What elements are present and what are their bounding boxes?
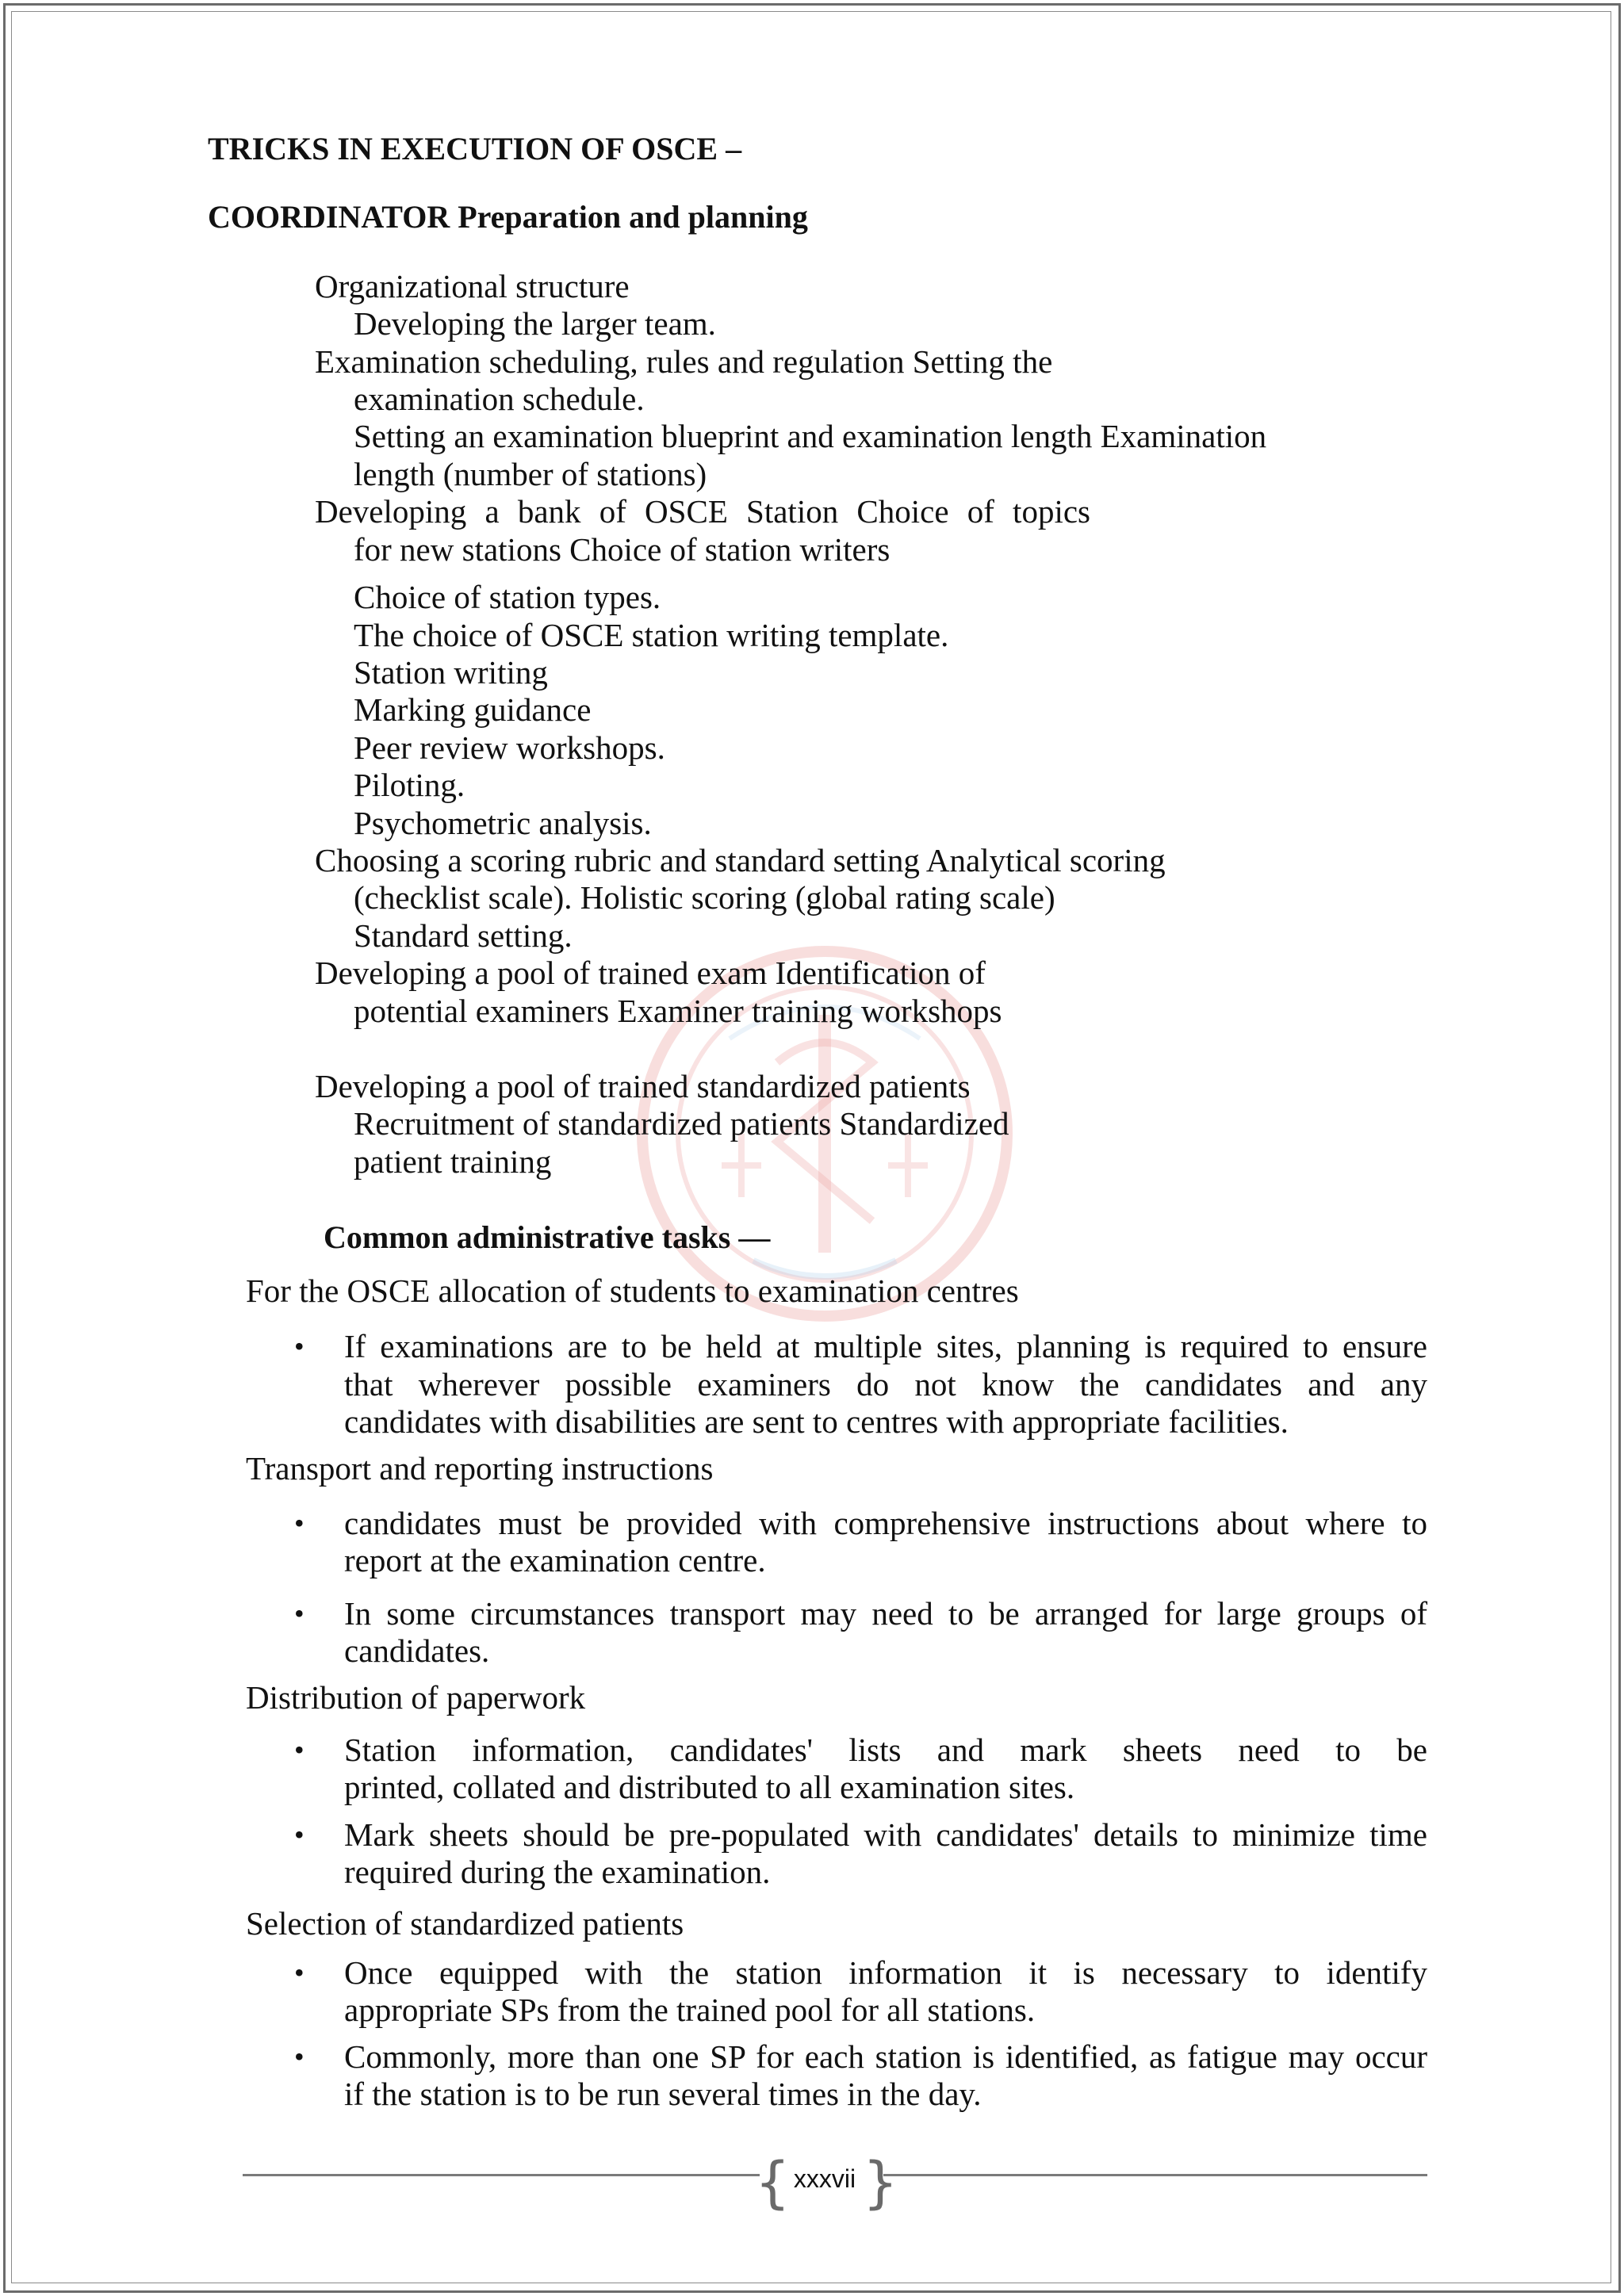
bullet-text: candidates with disabilities are sent to centres with appropriate facilities.	[344, 1403, 1289, 1440]
planning-subitem: potential examiners Examiner training workshops	[354, 993, 1002, 1029]
footer-rule-right	[883, 2174, 1427, 2176]
planning-item: Examination scheduling, rules and regulation Setting the	[315, 343, 1053, 380]
planning-subitem: Peer review workshops.	[354, 729, 665, 766]
page-number: xxxvii	[793, 2164, 856, 2193]
planning-subitem: patient training	[354, 1143, 552, 1180]
footer-rule-left	[243, 2174, 760, 2176]
bullet-text: candidates.	[344, 1632, 490, 1669]
planning-subitem: Setting an examination blueprint and examination length Examination	[354, 418, 1267, 454]
bullet-text: If examinations are to be held at multiple sites, planning is required to ensure	[344, 1328, 1427, 1364]
bullet-text: required during the examination.	[344, 1854, 771, 1890]
planning-subitem: Psychometric analysis.	[354, 805, 652, 841]
bullet-icon: •	[294, 1734, 304, 1766]
page-title: TRICKS IN EXECUTION OF OSCE –	[208, 131, 742, 166]
bullet-text: if the station is to be run several times in the day.	[344, 2076, 982, 2112]
bullet-text: Once equipped with the station information it is necessary to identify	[344, 1954, 1427, 1991]
admin-section-heading: Distribution of paperwork	[246, 1679, 586, 1716]
bullet-text: Station information, candidates' lists and mark sheets need to be	[344, 1732, 1427, 1768]
bullet-text: Mark sheets should be pre-populated with candidates' details to minimize time	[344, 1816, 1427, 1853]
planning-subitem: (checklist scale). Holistic scoring (global rating scale)	[354, 879, 1055, 916]
section-heading: COORDINATOR Preparation and planning	[208, 199, 808, 235]
admin-section-heading: For the OSCE allocation of students to examination centres	[246, 1272, 1019, 1309]
bullet-icon: •	[294, 1598, 304, 1629]
planning-subitem: Developing the larger team.	[354, 305, 716, 342]
planning-item: Developing a bank of OSCE Station Choice of topics	[315, 493, 1090, 530]
planning-subitem: for new stations Choice of station writers	[354, 531, 891, 568]
planning-subitem: length (number of stations)	[354, 456, 707, 492]
bullet-icon: •	[294, 1507, 304, 1539]
bullet-text: printed, collated and distributed to all examination sites.	[344, 1769, 1075, 1805]
planning-subitem: examination schedule.	[354, 381, 645, 417]
planning-subitem: Station writing	[354, 654, 548, 691]
bullet-text: In some circumstances transport may need to be arranged for large groups of	[344, 1595, 1427, 1632]
bullet-text: Commonly, more than one SP for each station is identified, as fatigue may occur	[344, 2038, 1427, 2075]
bullet-icon: •	[294, 1957, 304, 1988]
planning-subitem: The choice of OSCE station writing template.	[354, 617, 949, 653]
bullet-text: appropriate SPs from the trained pool for all stations.	[344, 1992, 1036, 2028]
planning-item: Choosing a scoring rubric and standard setting Analytical scoring	[315, 842, 1166, 878]
planning-subitem: Standard setting.	[354, 917, 573, 954]
bullet-text: report at the examination centre.	[344, 1542, 766, 1578]
planning-subitem: Choice of station types.	[354, 579, 661, 615]
footer-brace-left-icon: {	[755, 2150, 791, 2215]
bullet-text: candidates must be provided with comprehensive instructions about where to	[344, 1505, 1427, 1541]
planning-subitem: Recruitment of standardized patients Standardized	[354, 1105, 1009, 1142]
planning-item: Developing a pool of trained exam Identification of	[315, 955, 986, 991]
planning-subitem: Piloting.	[354, 767, 465, 803]
bullet-icon: •	[294, 1330, 304, 1362]
admin-section-heading: Selection of standardized patients	[246, 1905, 684, 1942]
footer-brace-right-icon: }	[863, 2150, 898, 2215]
bullet-icon: •	[294, 1819, 304, 1850]
planning-subitem: Marking guidance	[354, 691, 592, 728]
planning-item: Organizational structure	[315, 268, 630, 304]
admin-heading: Common administrative tasks —	[324, 1219, 771, 1255]
planning-item: Developing a pool of trained standardized patients	[315, 1068, 971, 1104]
bullet-icon: •	[294, 2041, 304, 2072]
bullet-text: that wherever possible examiners do not know the candidates and any	[344, 1366, 1427, 1402]
admin-section-heading: Transport and reporting instructions	[246, 1450, 714, 1487]
